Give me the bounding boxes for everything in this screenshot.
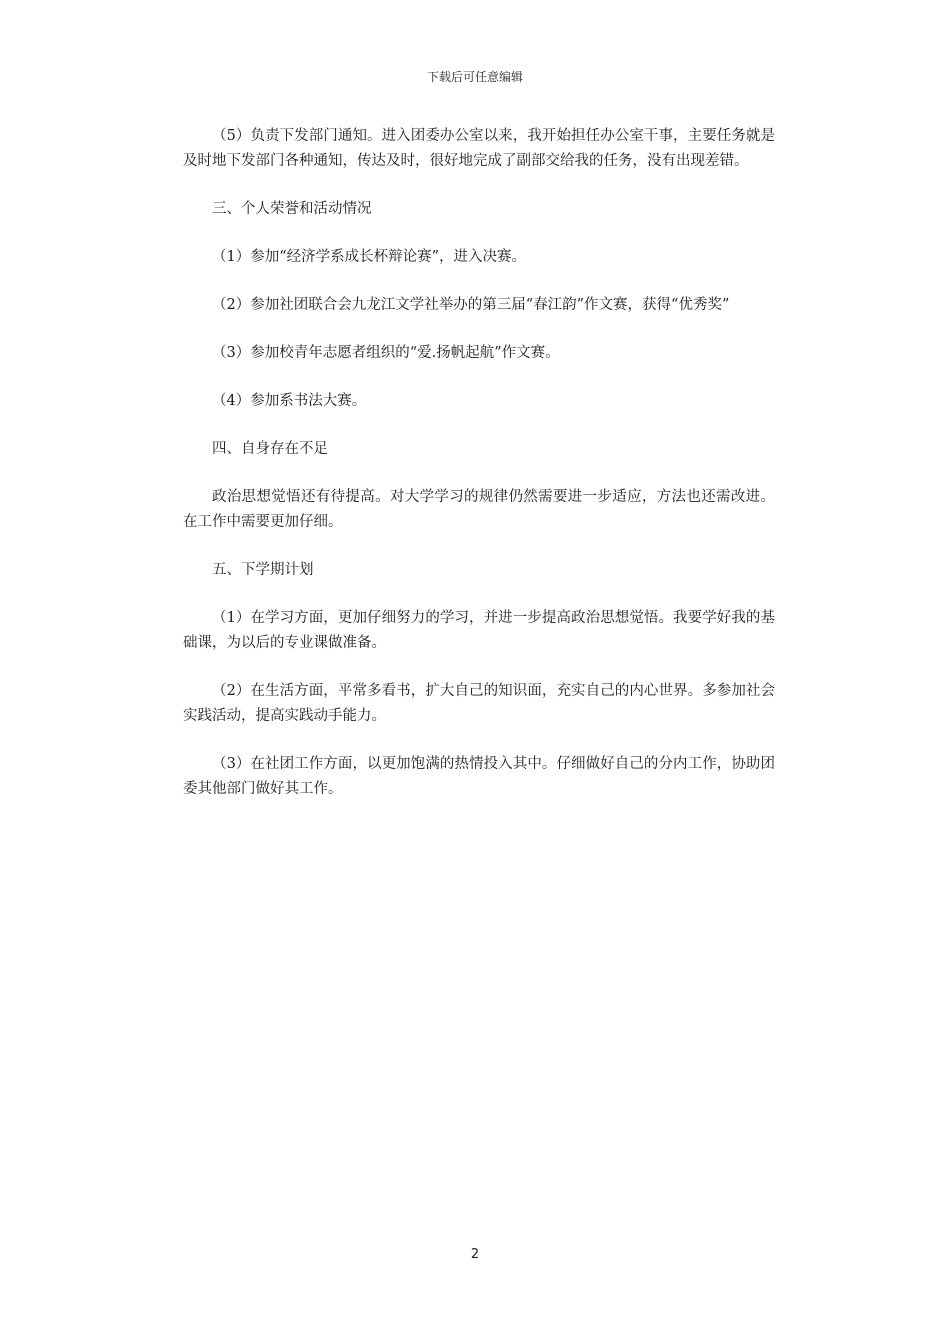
paragraph-honor-1: （1）参加“经济学系成长杯辩论赛”，进入决赛。 (212, 249, 527, 265)
page-number: 2 (470, 1247, 480, 1262)
document-body (183, 124, 775, 825)
paragraph-honor-3: （3）参加校青年志愿者组织的“爱.扬帆起航”作文赛。 (212, 345, 560, 361)
paragraph-duty-5: （5）负责下发部门通知。进入团委办公室以来，我开始担任办公室干事，主要任务就是及时地下发部门各种通知，传达及时，很好地完成了副部交给我的任务，没有出现差错。 (183, 128, 775, 169)
paragraph-plan-1: （1）在学习方面，更加仔细努力的学习，并进一步提高政治思想觉悟。我要学好我的基础课，为以后的专业课做准备。 (183, 610, 775, 651)
section-heading-honors: 三、个人荣誉和活动情况 (212, 201, 372, 217)
section-heading-plan: 五、下学期计划 (212, 562, 314, 578)
section-heading-shortcomings: 四、自身存在不足 (212, 441, 328, 457)
paragraph-honor-4: （4）参加系书法大赛。 (212, 393, 367, 409)
page-header: 下载后可任意编辑 (426, 70, 523, 84)
paragraph-shortcomings: 政治思想觉悟还有待提高。对大学学习的规律仍然需要进一步适应，方法也还需改进。在工作中需要更加仔细。 (183, 489, 775, 530)
paragraph-plan-2: （2）在生活方面，平常多看书，扩大自己的知识面，充实自己的内心世界。多参加社会实践活动，提高实践动手能力。 (183, 683, 775, 724)
paragraph-plan-3: （3）在社团工作方面，以更加饱满的热情投入其中。仔细做好自己的分内工作，协助团委其他部门做好其工作。 (183, 756, 775, 797)
paragraph-honor-2: （2）参加社团联合会九龙江文学社举办的第三届“春江韵”作文赛，获得“优秀奖” (212, 297, 730, 313)
